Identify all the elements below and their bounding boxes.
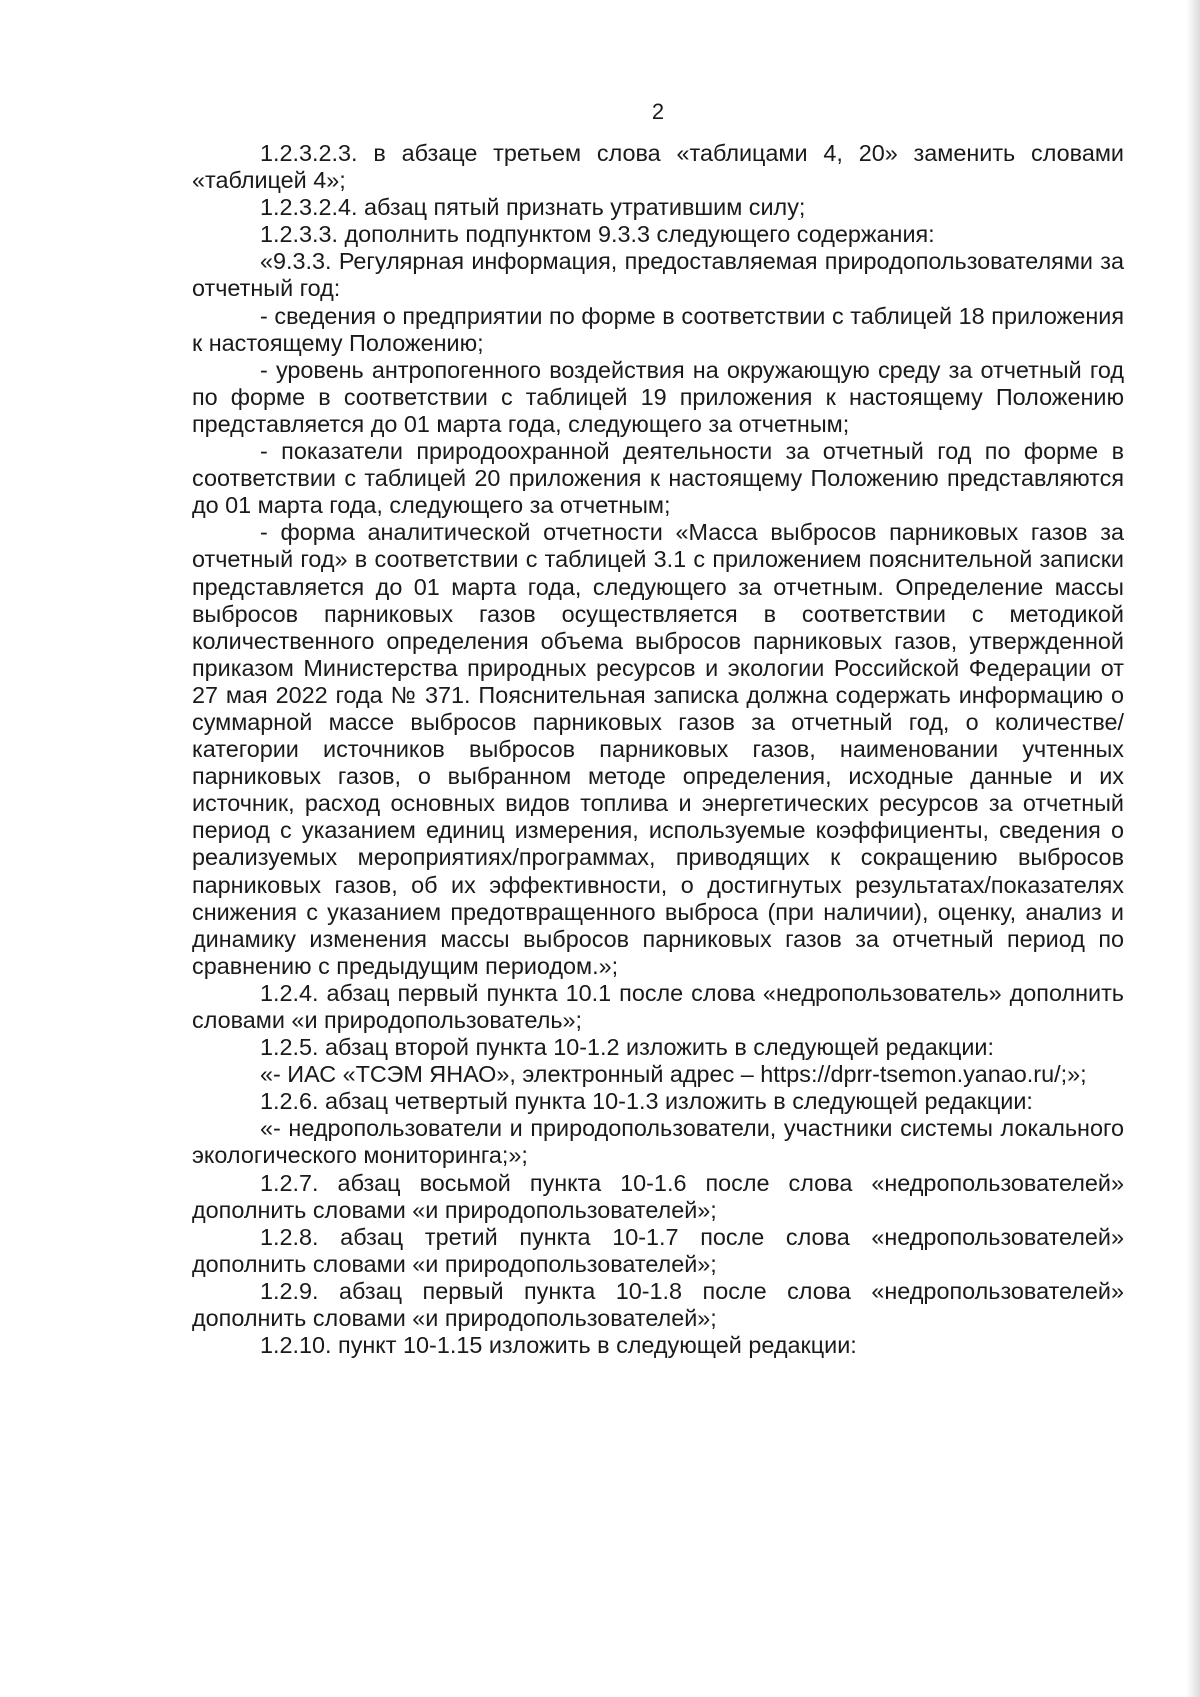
page-edge-shadow (1186, 0, 1200, 1697)
paragraph-1-2-3-3: 1.2.3.3. дополнить подпунктом 9.3.3 следующего содержания: (260, 221, 935, 248)
paragraph-1-2-5: 1.2.5. абзац второй пункта 10-1.2 изложить в следующей редакции: (260, 1034, 994, 1061)
paragraph-item-greenhouse-gas-report: - форма аналитической отчетности «Масса выбросов парниковых газов за отчетный год» в соответствии с таблицей 3.1 с приложением пояснительной записки представляется до 01 марта года, следующего за отчетным. Определение массы выбросов парниковых газов осуществляется в соответствии с методикой количественного определения объема выбросов парниковых газов, утвержденной приказом Министерства природных ресурсов и экологии Российской Федерации от 27 мая 2022 года № 371. Пояснительная записка должна содержать информацию о суммарной массе выбросов парниковых газов за отчетный год, о количестве/категории источников выбросов парниковых газов, наименовании учтенных парниковых газов, о выбранном методе определения, исходные данные и их источник, расход основных видов топлива и энергетических ресурсов за отчетный период с указанием единиц измерения, используемые коэффициенты, сведения о реализуемых мероприятиях/программах, приводящих к сокращению выбросов парниковых газов, об их эффективности, о достигнутых результатах/показателях снижения с указанием предотвращенного выброса (при наличии), оценку, анализ и динамику изменения массы выбросов парниковых газов за отчетный период по сравнению с предыдущим периодом.»; (192, 519, 1124, 979)
paragraph-item-environmental-indicators: - показатели природоохранной деятельности за отчетный год по форме в соответствии с таблицей 20 приложения к настоящему Положению представляются до 01 марта года, следующего за отчетным; (192, 438, 1124, 519)
page-number: 2 (651, 99, 665, 124)
paragraph-monitoring-participants: «- недропользователи и природопользователи, участники системы локального экологического мониторинга;»; (192, 1115, 1124, 1169)
document-body (192, 140, 1124, 1359)
paragraph-9-3-3-heading: «9.3.3. Регулярная информация, предоставляемая природопользователями за отчетный год: (192, 248, 1124, 302)
paragraph-1-2-9: 1.2.9. абзац первый пункта 10-1.8 после слова «недропользователей» дополнить словами «и природопользователей»; (192, 1277, 1124, 1332)
paragraph-1-2-8: 1.2.8. абзац третий пункта 10-1.7 после слова «недропользователей» дополнить словами «и природопользователей»; (192, 1223, 1124, 1277)
paragraph-1-2-10: 1.2.10. пункт 10-1.15 изложить в следующей редакции: (260, 1332, 857, 1359)
paragraph-1-2-4: 1.2.4. абзац первый пункта 10.1 после слова «недропользователь» дополнить словами «и природопользователь»; (192, 979, 1124, 1033)
paragraph-1-2-3-2-4: 1.2.3.2.4. абзац пятый признать утратившим силу; (260, 194, 806, 221)
paragraph-1-2-7: 1.2.7. абзац восьмой пункта 10-1.6 после слова «недропользователей» дополнить словами «и природопользователей»; (192, 1169, 1124, 1223)
paragraph-item-company-info: - сведения о предприятии по форме в соответствии с таблицей 18 приложения к настоящему Положению; (192, 302, 1124, 356)
paragraph-item-anthropogenic-impact: - уровень антропогенного воздействия на окружающую среду за отчетный год по форме в соответствии с таблицей 19 приложения к настоящему Положению представляется до 01 марта года, следующего за отчетным; (192, 356, 1124, 437)
paragraph-ias-address: «- ИАС «ТСЭМ ЯНАО», электронный адрес – https://dprr-tsemon.yanao.ru/;»; (260, 1061, 1087, 1088)
paragraph-1-2-3-2-3: 1.2.3.2.3. в абзаце третьем слова «таблицами 4, 20» заменить словами «таблицей 4»; (192, 140, 1124, 194)
paragraph-1-2-6: 1.2.6. абзац четвертый пункта 10-1.3 изложить в следующей редакции: (260, 1088, 1033, 1115)
